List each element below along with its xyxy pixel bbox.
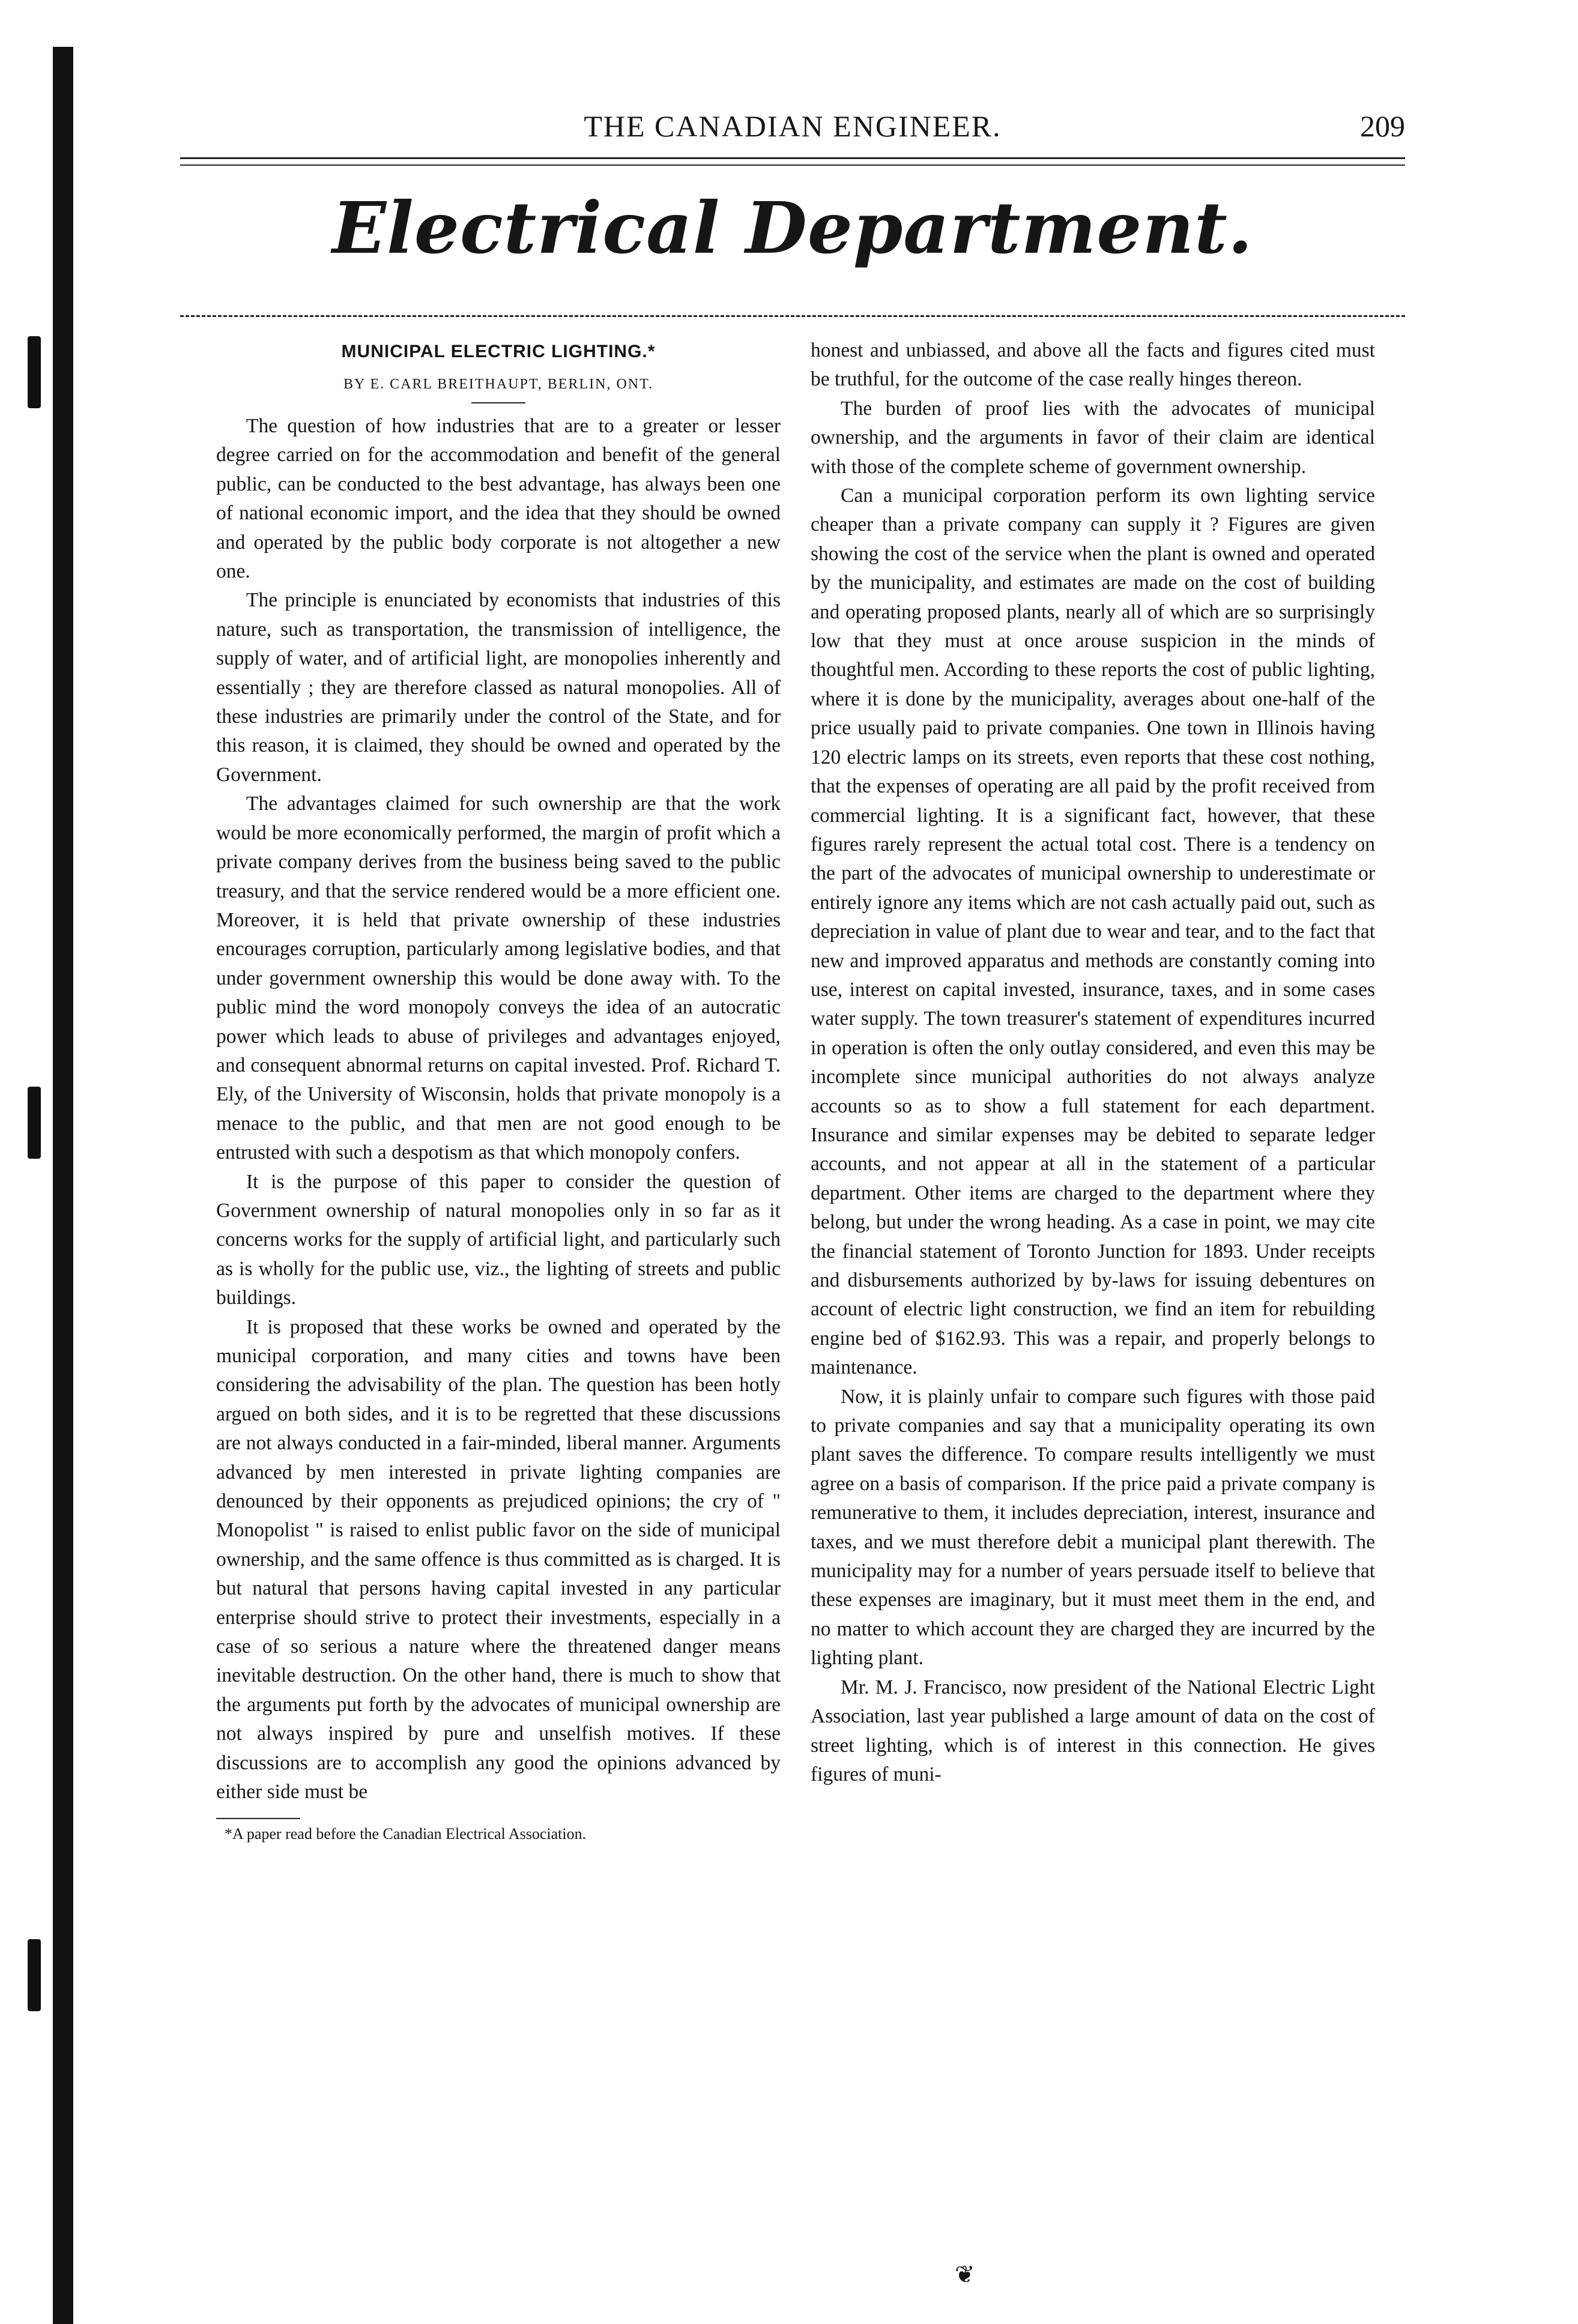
article-paragraph: honest and unbiassed, and above all the facts and figures cited must be truthful, for the outcome of the case really hinges thereon.	[811, 339, 1375, 391]
page-binding-edge	[53, 47, 73, 2324]
article-right-column	[811, 336, 1375, 1789]
article-paragraph: Can a municipal corporation perform its own lighting service cheaper than a private company can supply it ? Figures are given showing the cost of the service when the plant is owned and operated by the municipality, and estimates are made on the cost of building and operating proposed plants, nearly all of which are so surprisingly low that they must at once arouse suspicion in the minds of thoughtful men. According to these reports the cost of public lighting, where it is done by the municipality, averages about one-half of the price usually paid to private companies. One town in Illinois having 120 electric lamps on its streets, even reports that these cost nothing, that the expenses of operating are all paid by the profit received from commercial lighting. It is a significant fact, however, that these figures rarely represent the actual total cost. There is a tendency on the part of the advocates of municipal ownership to underestimate or entirely ignore any items which are not cash actually paid out, such as depreciation in value of plant due to wear and tear, and to the fact that new and improved apparatus and methods are constantly coming into use, interest on capital invested, insurance, taxes, and in some cases water supply. The town treasurer's statement of expenditures incurred in operation is often the only outlay considered, and even this may be incomplete since municipal authorities do not always analyze accounts so as to show a full statement for each department. Insurance and similar expenses may be debited to separate ledger accounts, and not appear at all in the statement of a particular department. Other items are charged to the department where they belong, but under the wrong heading. As a case in point, we may cite the financial statement of Toronto Junction for 1893. Under receipts and disbursements authorized by by-laws for issuing debentures on account of electric light construction, we find an item for rebuilding engine bed of $162.93. This was a repair, and properly belongs to maintenance.	[811, 484, 1375, 1379]
article-left-column	[216, 336, 781, 1844]
footnote-rule	[216, 1818, 300, 1819]
binding-notch	[28, 336, 41, 408]
page-ornament: ❦	[955, 2261, 975, 2288]
page-number: 209	[1360, 109, 1405, 143]
article-paragraph: The principle is enunciated by economists that industries of this nature, such as transportation, the transmission of intelligence, the supply of water, and of artificial light, are monopolies inherently and essentially ; they are therefore classed as natural monopolies. All of these industries are primarily under the control of the State, and for this reason, it is claimed, they should be owned and operated by the Government.	[216, 589, 781, 786]
article-paragraph: It is proposed that these works be owned and operated by the municipal corporation, and many cities and towns have been considering the advisability of the plan. The question has been hotly argued on both sides, and it is to be regretted that these discussions are not always conducted in a fair-minded, liberal manner. Arguments advanced by men interested in private lighting companies are denounced by their opponents as prejudiced opinions; the cry of " Monopolist " is raised to enlist public favor on the side of municipal ownership, and the same offence is thus committed as is charged. It is but natural that persons having capital invested in any particular enterprise should strive to protect their investments, especially in a case of so serious a nature where the threatened danger means inevitable destruction. On the other hand, there is much to show that the arguments put forth by the advocates of municipal ownership are not always inspired by pure and unselfish motives. If these discussions are to accomplish any good the opinions advanced by either side must be	[216, 1315, 781, 1803]
header-rule	[180, 157, 1405, 159]
article-headline: MUNICIPAL ELECTRIC LIGHTING.*	[341, 342, 656, 361]
binding-notch	[28, 1939, 41, 2011]
article-paragraph: Mr. M. J. Francisco, now president of the National Electric Light Association, last year published a large amount of data on the cost of street lighting, which is of interest in this connection. He gives figures of muni-	[811, 1676, 1375, 1785]
article-paragraph: The advantages claimed for such ownership are that the work would be more economically performed, the margin of profit which a private company derives from the business being saved to the public treasury, and that the service rendered would be a more efficient one. Moreover, it is held that private ownership of these industries encourages corruption, particularly among legislative bodies, and that under government ownership this would be done away with. To the public mind the word monopoly conveys the idea of an autocratic power which leads to abuse of privileges and advantages enjoyed, and consequent abnormal returns on capital invested. Prof. Richard T. Ely, of the University of Wisconsin, holds that private monopoly is a menace to the public, and that men are not good enough to be entrusted with such a despotism as that which monopoly confers.	[216, 792, 781, 1164]
footnote: *A paper read before the Canadian Electrical Association.	[225, 1824, 587, 1843]
article-paragraph: It is the purpose of this paper to consider the question of Government ownership of natural monopolies only in so far as it concerns works for the supply of artificial light, and particularly such as is wholly for the public use, viz., the lighting of streets and public buildings.	[216, 1170, 781, 1309]
binding-notch	[28, 1087, 41, 1159]
article-paragraph: The question of how industries that are to a greater or lesser degree carried on for the accommodation and benefit of the general public, can be conducted to the best advantage, has always been one of national economic import, and the idea that they should be owned and operated by the public body corporate is not altogether a new one.	[216, 415, 781, 583]
running-head	[180, 107, 1405, 155]
article-byline: BY E. CARL BREITHAUPT, BERLIN, ONT.	[343, 376, 653, 392]
section-rule	[180, 315, 1405, 317]
byline-rule	[471, 402, 525, 403]
article-paragraph: The burden of proof lies with the advocates of municipal ownership, and the arguments in favor of their claim are identical with those of the complete scheme of government ownership.	[811, 397, 1375, 478]
header-rule-double	[180, 164, 1405, 166]
department-title: Electrical Department.	[332, 186, 1253, 270]
journal-title: THE CANADIAN ENGINEER.	[584, 109, 1002, 143]
article-paragraph: Now, it is plainly unfair to compare such figures with those paid to private companies and say that a municipality operating its own plant saves the difference. To compare results intelligently we must agree on a basis of comparison. If the price paid a private company is remunerative to them, it includes depreciation, interest, insurance and taxes, and we must therefore debit a municipal plant therewith. The municipality may for a number of years persuade itself to believe that these expenses are imaginary, but it must meet them in the end, and no matter to which account they are charged they are incurred by the lighting plant.	[811, 1385, 1375, 1670]
